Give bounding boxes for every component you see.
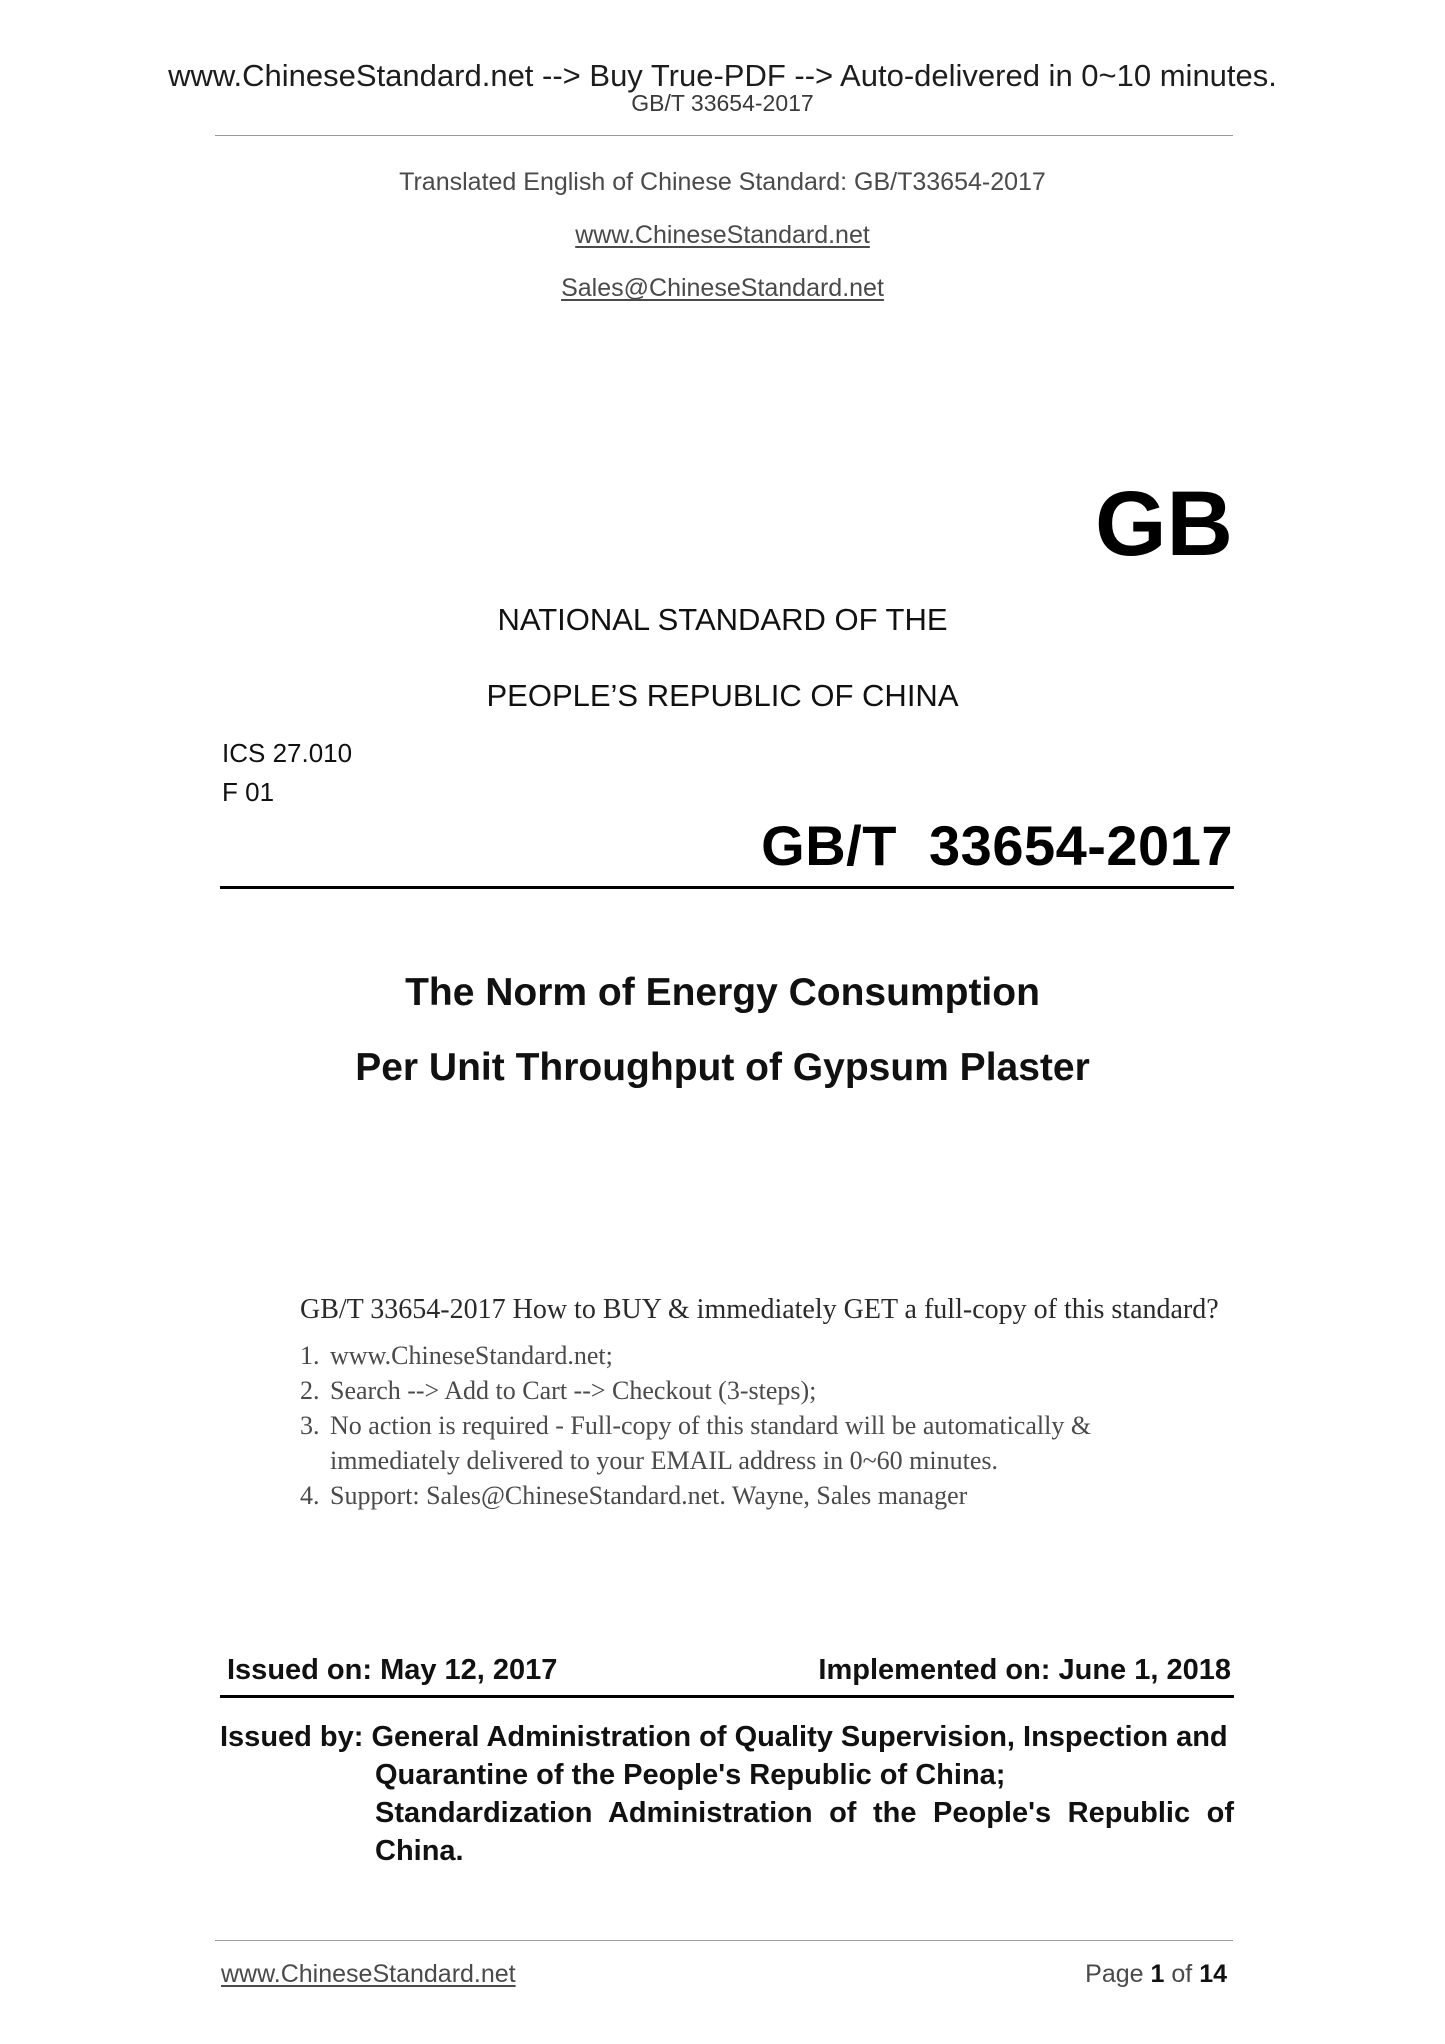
step-number: 1. [300,1341,320,1370]
title-line-2: Per Unit Throughput of Gypsum Plaster [355,1046,1090,1089]
issued-by-line-1: Issued by: General Administration of Quality Supervision, Inspection and [220,1721,1228,1753]
issued-on: Issued on: May 12, 2017 [227,1654,558,1686]
header-divider [215,135,1233,136]
standard-number: GB/T 33654-2017 [761,814,1233,877]
issued-by-line-2: Quarantine of the People's Republic of China; [375,1759,1006,1791]
translated-line: Translated English of Chinese Standard: GB/T33654-2017 [399,168,1046,196]
buy-step [300,1478,1280,1513]
national-standard-line-1: NATIONAL STANDARD OF THE [497,602,948,637]
gb-mark: GB [1095,473,1233,575]
header-doc-code: GB/T 33654-2017 [631,90,814,116]
ics-code: ICS 27.010 [222,738,353,768]
website-line [0,223,1445,248]
website-link[interactable]: www.ChineseStandard.net [575,221,870,249]
page-indicator [1085,1962,1227,1987]
sales-email-link[interactable]: Sales@ChineseStandard.net [561,274,884,302]
buy-instructions [300,1296,1280,1513]
footer-website-link[interactable]: www.ChineseStandard.net [221,1960,516,1988]
step-text: Support: Sales@ChineseStandard.net. Wayne, Sales manager [330,1481,968,1510]
buy-step [300,1338,1280,1373]
step-text: www.ChineseStandard.net; [330,1341,613,1370]
top-banner: www.ChineseStandard.net --> Buy True-PDF --> Auto-delivered in 0~10 minutes. [168,58,1277,93]
step-text: Search --> Add to Cart --> Checkout (3-steps); [330,1376,817,1405]
step-number: 3. [300,1411,320,1440]
issued-by-line-3: Standardization Administration of the People's Republic of [375,1797,1234,1829]
step-text: No action is required - Full-copy of this standard will be automatically & immediately delivered to your EMAIL address in 0~60 minutes. [330,1411,1092,1475]
buy-step [300,1373,1280,1408]
step-number: 4. [300,1481,320,1510]
implemented-on: Implemented on: June 1, 2018 [818,1654,1231,1686]
ccs-code: F 01 [222,777,275,807]
issued-by-line-4: China. [375,1835,464,1867]
page-prefix: Page [1085,1960,1144,1988]
buy-title: GB/T 33654-2017 How to BUY & immediately GET a full-copy of this standard? [300,1294,1219,1325]
national-standard-line-2: PEOPLE’S REPUBLIC OF CHINA [486,678,959,713]
footer-divider [215,1940,1233,1941]
standard-number-rule [220,886,1234,889]
step-number: 2. [300,1376,320,1405]
page-total: 14 [1199,1960,1227,1988]
issued-by [220,1718,1234,1870]
email-line [0,276,1445,301]
buy-list [300,1338,1280,1513]
title-line-1: The Norm of Energy Consumption [405,971,1040,1014]
page-current: 1 [1150,1960,1165,1988]
buy-step [300,1408,1280,1478]
page-of: of [1171,1960,1193,1988]
issue-rule [220,1695,1234,1698]
